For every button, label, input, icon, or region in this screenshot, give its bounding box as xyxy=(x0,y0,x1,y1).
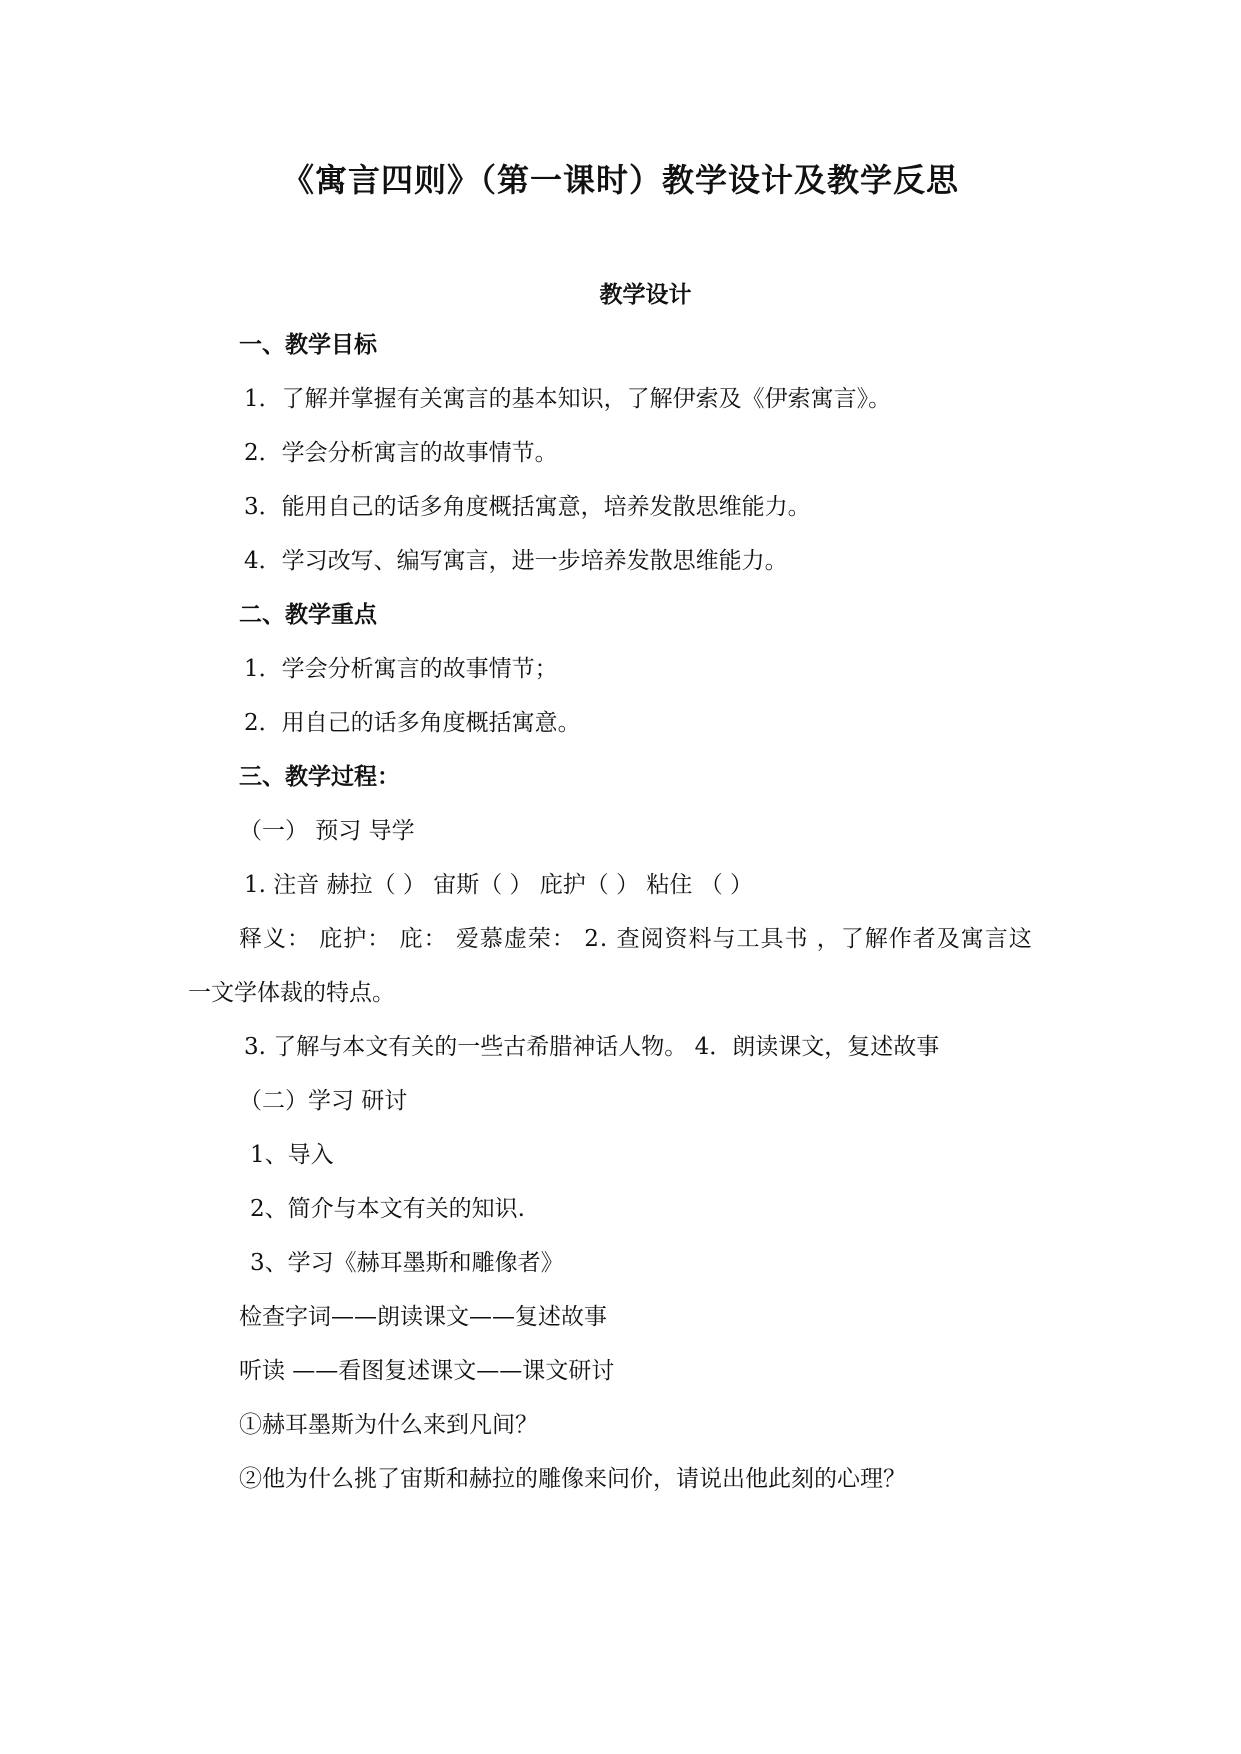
process-step: 听读 ——看图复述课文——课文研讨 xyxy=(239,1358,615,1384)
focus-item: 2．用自己的话多角度概括寓意。 xyxy=(244,710,581,736)
goal-item: 2．学会分析寓言的故事情节。 xyxy=(244,440,558,466)
discussion-question: ①赫耳墨斯为什么来到凡间？ xyxy=(239,1412,538,1438)
goal-item: 3．能用自己的话多角度概括寓意，培养发散思维能力。 xyxy=(244,494,811,520)
section-subtitle: 教学设计 xyxy=(599,281,692,308)
process-item: 2、简介与本文有关的知识. xyxy=(250,1196,525,1222)
heading-teaching-goals: 一、教学目标 xyxy=(239,331,377,358)
goal-item: 1．了解并掌握有关寓言的基本知识，了解伊索及《伊索寓言》。 xyxy=(244,386,892,412)
process-item: 3、学习《赫耳墨斯和雕像者》 xyxy=(250,1250,564,1276)
process-item: 1、导入 xyxy=(250,1142,334,1168)
document-title: 《寓言四则》（第一课时）教学设计及教学反思 xyxy=(281,161,959,199)
discussion-question: ②他为什么挑了宙斯和赫拉的雕像来问价，请说出他此刻的心理？ xyxy=(239,1466,906,1492)
goal-item: 4．学习改写、编写寓言，进一步培养发散思维能力。 xyxy=(244,548,788,574)
process-item: 3. 了解与本文有关的一些古希腊神话人物。 4．朗读课文，复述故事 xyxy=(244,1034,940,1060)
process-item-continued: 一文学体裁的特点。 xyxy=(188,980,395,1006)
process-item: 1. 注音 赫拉（ ） 宙斯（ ） 庇护（ ） 粘住 （ ） xyxy=(244,872,754,898)
process-step: 检查字词——朗读课文——复述故事 xyxy=(239,1304,607,1330)
focus-item: 1．学会分析寓言的故事情节； xyxy=(244,656,558,682)
process-subheading: （二）学习 研讨 xyxy=(239,1088,408,1114)
process-subheading: （一） 预习 导学 xyxy=(239,818,415,844)
heading-teaching-process: 三、教学过程： xyxy=(239,763,400,790)
process-item: 释义： 庇护： 庇： 爱慕虚荣： 2. 查阅资料与工具书 ，了解作者及寓言这 xyxy=(239,926,1033,952)
heading-teaching-focus: 二、教学重点 xyxy=(239,601,377,628)
